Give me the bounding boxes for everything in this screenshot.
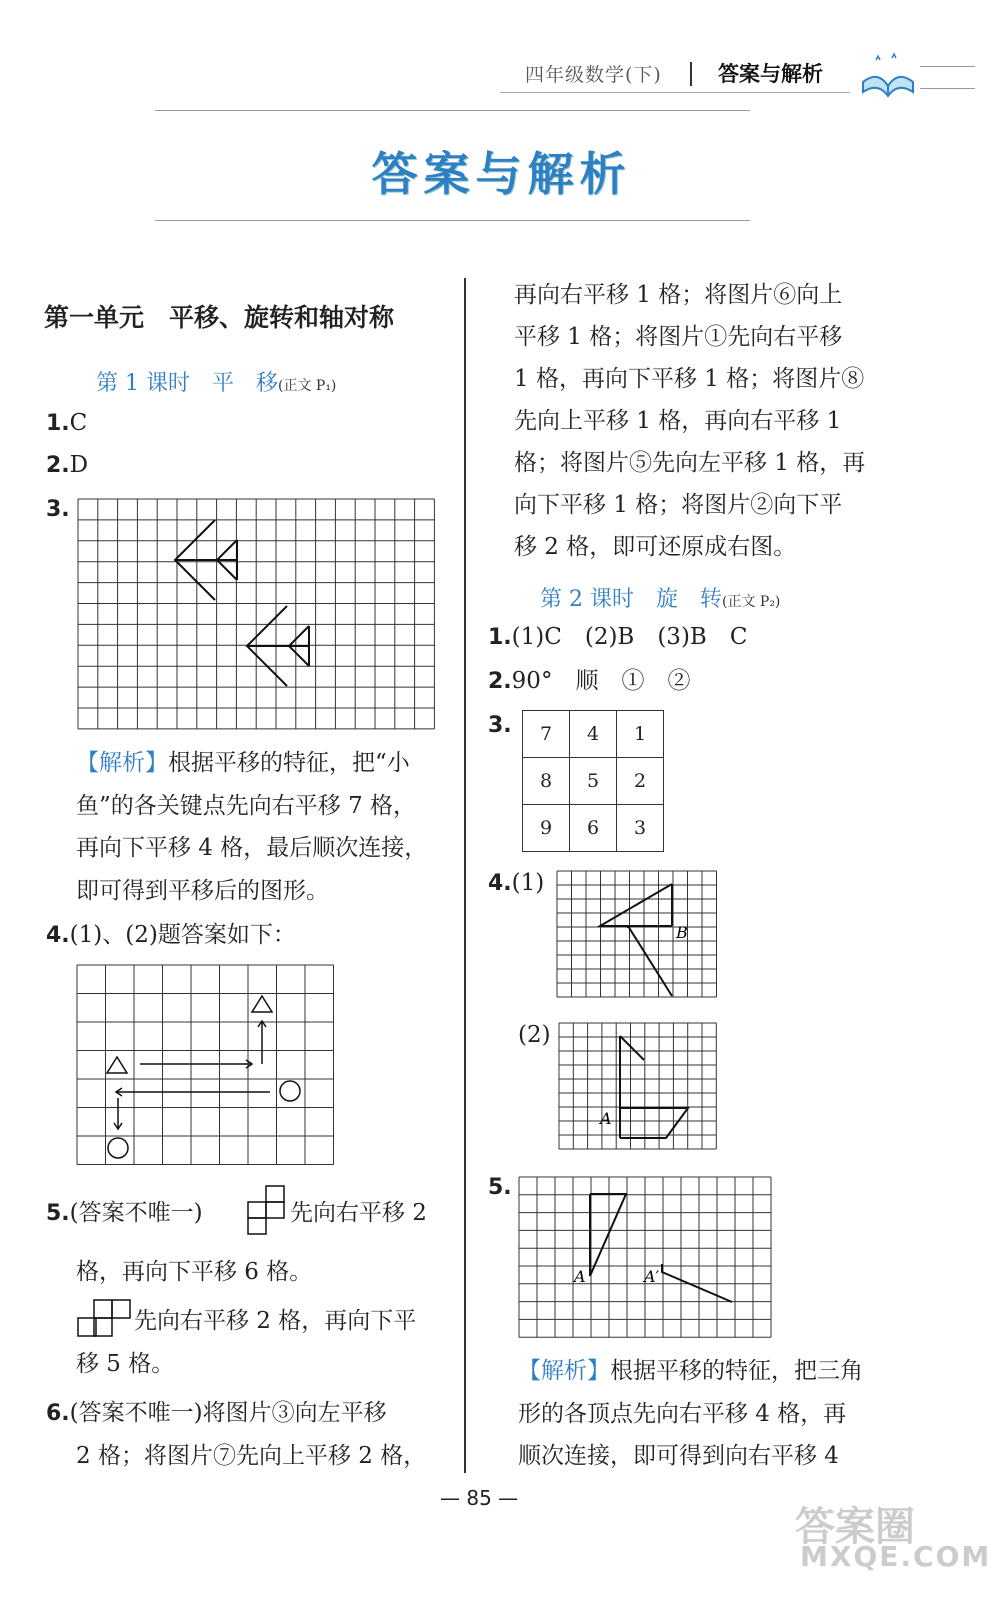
lesson1-heading [96,366,336,397]
answer-text: (1)、(2)题答案如下： [69,922,296,948]
fish-translation-grid [77,498,437,730]
q-num: 2. [488,669,512,694]
q-num: 3. [488,713,512,738]
rotation-grid-2 [558,1022,718,1152]
rotation-grid-1 [556,870,718,1000]
answer-1 [46,402,87,445]
header-book: 四年级数学(下) [525,64,662,86]
lesson2-ref: (正文 P₂) [721,594,781,610]
grid-cell: 4 [570,711,617,758]
lesson1-name: 第 1 课时 平 移 [96,371,278,396]
note-line: 形的各顶点先向右平移 4 格，再 [518,1400,847,1427]
answer-5-c: 格，再向下平移 6 格。 [76,1259,313,1285]
grid-cell: 9 [523,805,570,852]
answer-5 [46,1192,203,1235]
header-deco-line [920,88,975,89]
header-underline [500,92,850,93]
note-line: 根据平移的特征，把“小 [168,750,410,776]
unit-heading: 第一单元 平移、旋转和轴对称 [44,303,395,332]
q-num: 1. [488,625,512,650]
label-a: A [600,1109,612,1128]
analysis-tag: 【解析】 [76,750,168,776]
number-grid [522,710,664,852]
answer-5-b: 先向右平移 2 [290,1200,427,1226]
title-rule-bottom [155,220,750,221]
answer-6 [46,1392,466,1477]
note-line: 顺次连接，即可得到向右平移 4 [518,1443,839,1469]
text-line: 平移 1 格；将图片①先向右平移 [514,324,843,350]
shape-l-icon [246,1184,288,1236]
grid-cell: 8 [523,758,570,805]
answer-text: 2 格；将图片⑦先向上平移 2 格， [76,1443,427,1469]
answer-text: (答案不唯一) [69,1200,203,1226]
text-line: 移 2 格，即可还原成右图。 [514,534,797,560]
grid-cell: 7 [523,711,570,758]
watermark-logo: 答案圈 [795,1504,915,1550]
q-num: 3. [46,497,70,522]
watermark-url: MXQE.COM [800,1540,992,1573]
rot-answer-4-2: (2) [518,1022,551,1048]
header-deco-line [920,66,975,67]
lesson2-name: 第 2 课时 旋 转 [540,587,722,612]
answer-text: D [69,452,89,478]
header-divider [690,62,692,86]
answer-4 [46,914,296,957]
label-b: B [676,923,688,942]
text-line: 向下平移 1 格；将图片②向下平 [514,492,843,518]
q-num: 6. [46,1401,70,1426]
q-num: 1. [46,411,70,436]
grid-cell: 1 [617,711,664,758]
rot-answer-1 [488,616,747,659]
answer-text: (答案不唯一)将图片③向左平移 [69,1400,387,1426]
shape-translation-grid [76,964,336,1166]
lesson2-heading [540,582,780,613]
column-divider [464,278,466,1473]
answer-text: C [69,410,88,436]
q-num: 2. [46,453,70,478]
rot-answer-5 [488,1166,512,1209]
analysis-3 [76,742,461,912]
triangle-translation-grid [518,1176,772,1338]
answer-text: 90° 顺 ① ② [511,668,691,694]
text-line: 再向右平移 1 格；将图片⑥向上 [514,282,843,308]
rot-answer-4-1 [488,862,544,905]
analysis-5 [518,1350,903,1478]
answer-text: (1)C (2)B (3)B C [511,624,748,650]
q-num: 5. [488,1175,512,1200]
note-line: 根据平移的特征，把三角 [610,1358,863,1384]
note-line: 鱼”的各关键点先向右平移 7 格， [76,792,417,819]
label-a-orig: A [574,1267,586,1286]
grid-cell: 2 [617,758,664,805]
answer-5-d: 先向右平移 2 格，再向下平 [134,1308,417,1334]
grid-cell: 5 [570,758,617,805]
lesson1-ref: (正文 P₁) [277,378,337,394]
note-line: 即可得到平移后的图形。 [76,877,329,904]
answer-5-e: 移 5 格。 [76,1351,175,1377]
text-line: 先向上平移 1 格，再向右平移 1 [514,408,842,434]
answer-2 [46,444,88,487]
title-rule-top [155,110,750,111]
rot-answer-2 [488,660,690,703]
answer-3-num [46,488,70,531]
book-icon [858,52,918,98]
text-line: 格；将图片⑤先向左平移 1 格，再 [514,450,866,476]
grid-cell: 3 [617,805,664,852]
shape-step-icon [76,1298,134,1338]
answer-text: (1) [511,870,545,896]
analysis-tag: 【解析】 [518,1358,610,1384]
page-number: — 85 — [440,1486,519,1510]
note-line: 再向下平移 4 格，最后顺次连接， [76,835,428,861]
q-num: 4. [488,871,512,896]
page-title: 答案与解析 [371,147,632,201]
rot-answer-3 [488,704,512,747]
header-section: 答案与解析 [718,62,823,86]
grid-row [523,805,664,852]
answer-6-continued [514,274,914,568]
text-line: 1 格，再向下平移 1 格；将图片⑧ [514,366,865,392]
grid-row [523,711,664,758]
grid-cell: 6 [570,805,617,852]
q-num: 4. [46,923,70,948]
label-a-prime: A′ [644,1267,660,1286]
grid-row [523,758,664,805]
q-num: 5. [46,1201,70,1226]
